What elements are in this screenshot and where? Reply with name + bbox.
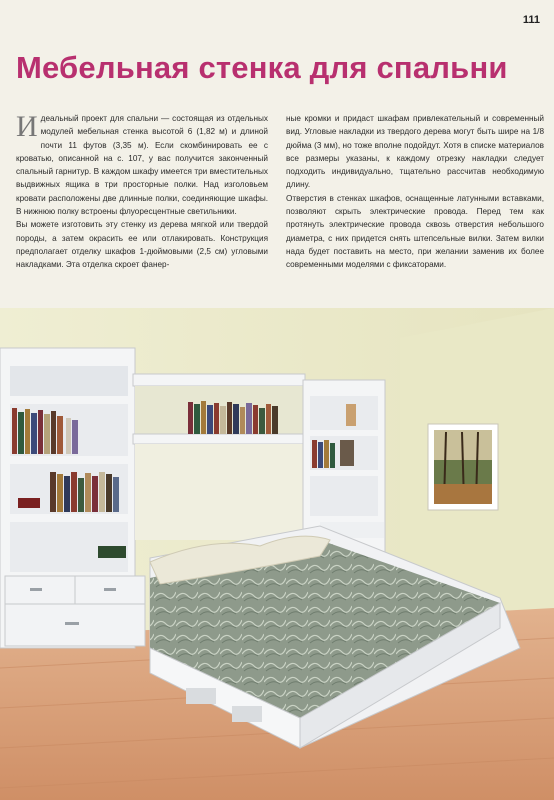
page-number: 111	[522, 14, 540, 26]
framed-picture	[428, 424, 498, 510]
article-column-left	[16, 112, 268, 271]
bedroom-wall-unit-illustration	[0, 308, 554, 800]
dropcap: И	[16, 110, 38, 143]
bedroom-illustration	[0, 308, 554, 800]
paragraph: ные кромки и придаст шкафам привлекательный и современный вид. Угловые накладки из твердого дерева могут быть шире на 1/8 дюйма (3 мм), но тоже вполне подойдут. Хотя в списке материалов все размеры указаны, к каждому отрезку накладки следует подходить индивидуально, тщательно рассчитав необходимую длину.	[286, 114, 544, 190]
paragraph: Вы можете изготовить эту стенку из дерева мягкой или твердой породы, а затем окрасить ее или отлакировать. Конструкция предполагает отделку шкафов 1-дюймовыми (2,5 см) угловыми накладками. Эта отделка скроет фанер-	[16, 220, 268, 270]
paragraph: Отверстия в стенках шкафов, оснащенные латунными вставками, позволяют скрыть электрические провода. Перед тем как протянуть электрические провода сквозь отверстия небольшого диаметра, с них придется снять штепсельные вилки. Затем вилки нада будет поставить на место, при желании заменив их более современными моделями с фиксаторами.	[286, 193, 544, 270]
bridge-shelves	[133, 374, 305, 540]
page-title: Мебельная стенка для спальни	[16, 50, 508, 85]
left-cabinet	[0, 348, 145, 648]
article-column-right	[286, 112, 544, 271]
paragraph: Идеальный проект для спальни — состоящая из отдельных модулей мебельная стенка высотой 6 (1,82 м) и длиной почти 11 футов (3,35 м). Если скомбинировать ее с кроватью, описанной на с. 107, у вас получится законченный спальный гарнитур. В каждом шкафу имеется три вместительных выдвижных ящика в три просторные полки. Над изголовьем кровати расположены две длинные полки, соединяющие шкафы. В нижнюю полку встроены флуоресцентные светильники.	[16, 110, 268, 216]
